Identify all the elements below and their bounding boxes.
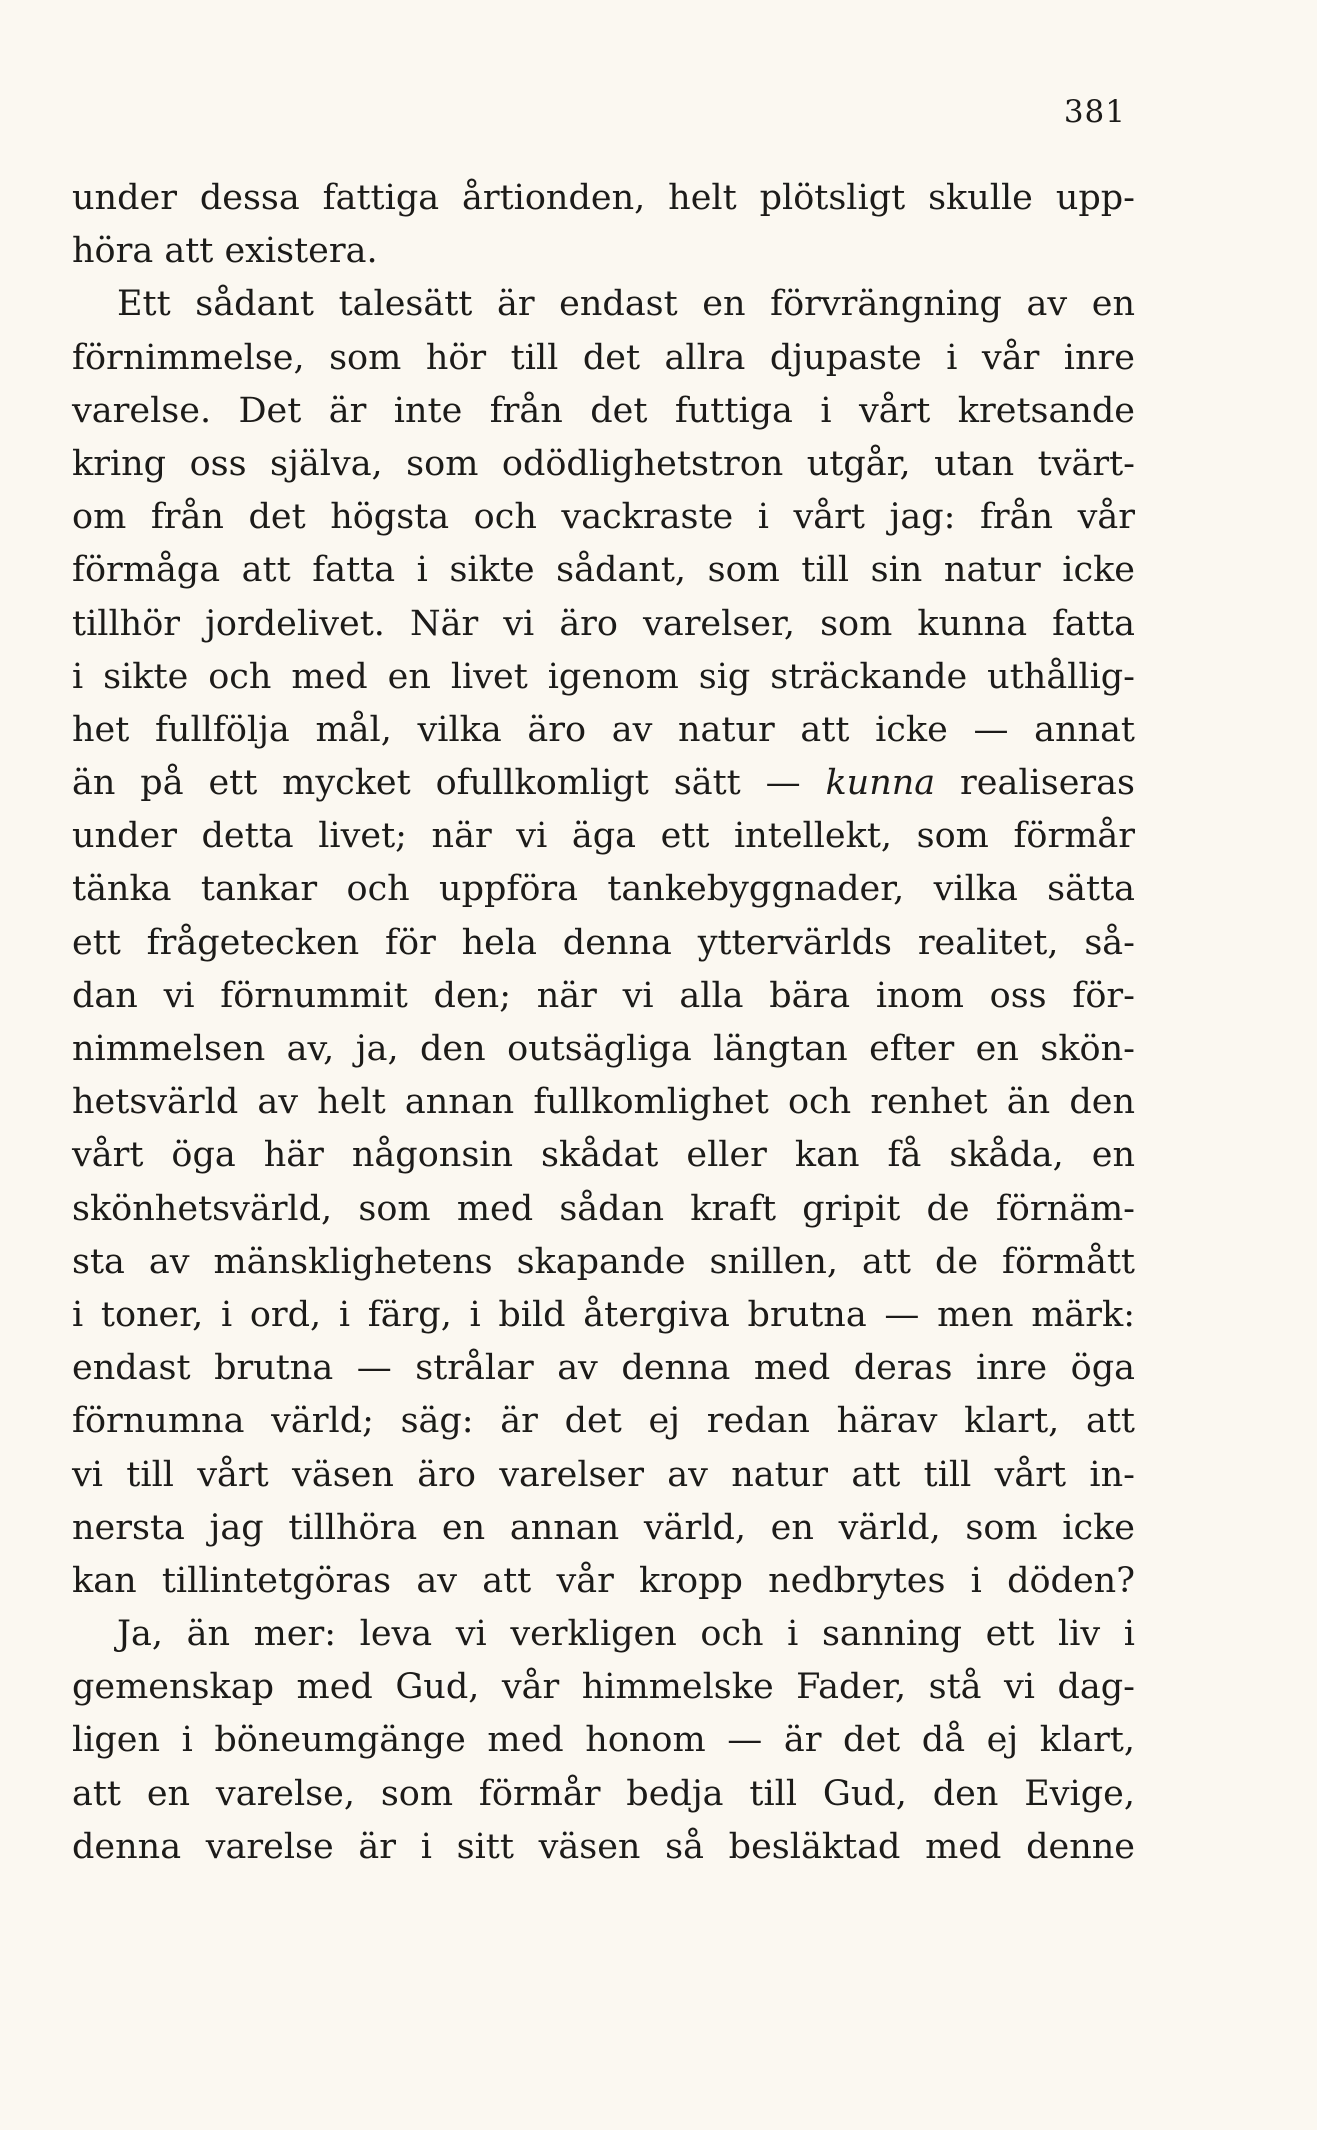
text-line: denna varelse är i sitt väsen så besläktad med denne (72, 1826, 1135, 1867)
text-line: dan vi förnummit den; när vi alla bära inom oss för- (72, 975, 1135, 1016)
text-line: varelse. Det är inte från det futtiga i vårt kretsande (72, 390, 1135, 431)
text-line: sta av mänsklighetens skapande snillen, att de förmått (72, 1241, 1135, 1282)
body-text (72, 172, 1135, 1874)
text-segment: realiseras (935, 763, 1135, 804)
page-number: 381 (1063, 94, 1126, 130)
text-line: vårt öga här någonsin skådat eller kan få skåda, en (72, 1135, 1135, 1176)
text-line: nimmelsen av, ja, den outsägliga längtan efter en skön- (72, 1029, 1135, 1069)
italic-word: kunna (825, 763, 936, 804)
text-line: att en varelse, som förmår bedja till Gud, den Evige, (72, 1773, 1135, 1814)
text-line: höra att existera. (72, 231, 378, 272)
text-line: om från det högsta och vackraste i vårt jag: från vår (72, 497, 1135, 538)
text-line: tillhör jordelivet. När vi äro varelser, som kunna fatta (72, 603, 1135, 644)
text-line: skönhetsvärld, som med sådan kraft gripit de förnäm- (72, 1188, 1135, 1229)
text-line: ett frågetecken för hela denna yttervärlds realitet, så- (72, 922, 1135, 963)
paragraph-start-line: Ett sådant talesätt är endast en förvrängning av en (117, 284, 1135, 325)
text-line: tänka tankar och uppföra tankebyggnader, vilka sätta (72, 869, 1135, 910)
text-line: hetsvärld av helt annan fullkomlighet och renhet än den (72, 1082, 1135, 1123)
text-line: kring oss själva, som odödlighetstron utgår, utan tvärt- (72, 443, 1135, 484)
text-line-with-italic (72, 757, 1135, 810)
text-line: förnumna värld; säg: är det ej redan härav klart, att (72, 1401, 1135, 1442)
text-line: under detta livet; när vi äga ett intellekt, som förmår (72, 816, 1135, 857)
text-line: under dessa fattiga årtionden, helt plötsligt skulle upp- (72, 178, 1135, 218)
text-line: vi till vårt väsen äro varelser av natur att till vårt in- (72, 1454, 1135, 1495)
text-line: i toner, i ord, i färg, i bild återgiva brutna — men märk: (72, 1294, 1135, 1335)
text-line: i sikte och med en livet igenom sig sträckande uthållig- (72, 656, 1135, 697)
text-line: nersta jag tillhöra en annan värld, en värld, som icke (72, 1507, 1135, 1548)
text-line: endast brutna — strålar av denna med deras inre öga (72, 1348, 1135, 1389)
text-line: ligen i böneumgänge med honom — är det då ej klart, (72, 1720, 1135, 1761)
text-line: förnimmelse, som hör till det allra djupaste i vår inre (72, 337, 1135, 378)
text-line: het fullfölja mål, vilka äro av natur att icke — annat (72, 709, 1135, 750)
paragraph-start-line: Ja, än mer: leva vi verkligen och i sanning ett liv i (117, 1614, 1135, 1655)
text-line: gemenskap med Gud, vår himmelske Fader, stå vi dag- (72, 1667, 1135, 1708)
text-segment: än på ett mycket ofullkomligt sätt — (72, 763, 826, 804)
text-line: förmåga att fatta i sikte sådant, som till sin natur icke (72, 550, 1135, 591)
text-line: kan tillintetgöras av att vår kropp nedbrytes i döden? (72, 1560, 1135, 1601)
